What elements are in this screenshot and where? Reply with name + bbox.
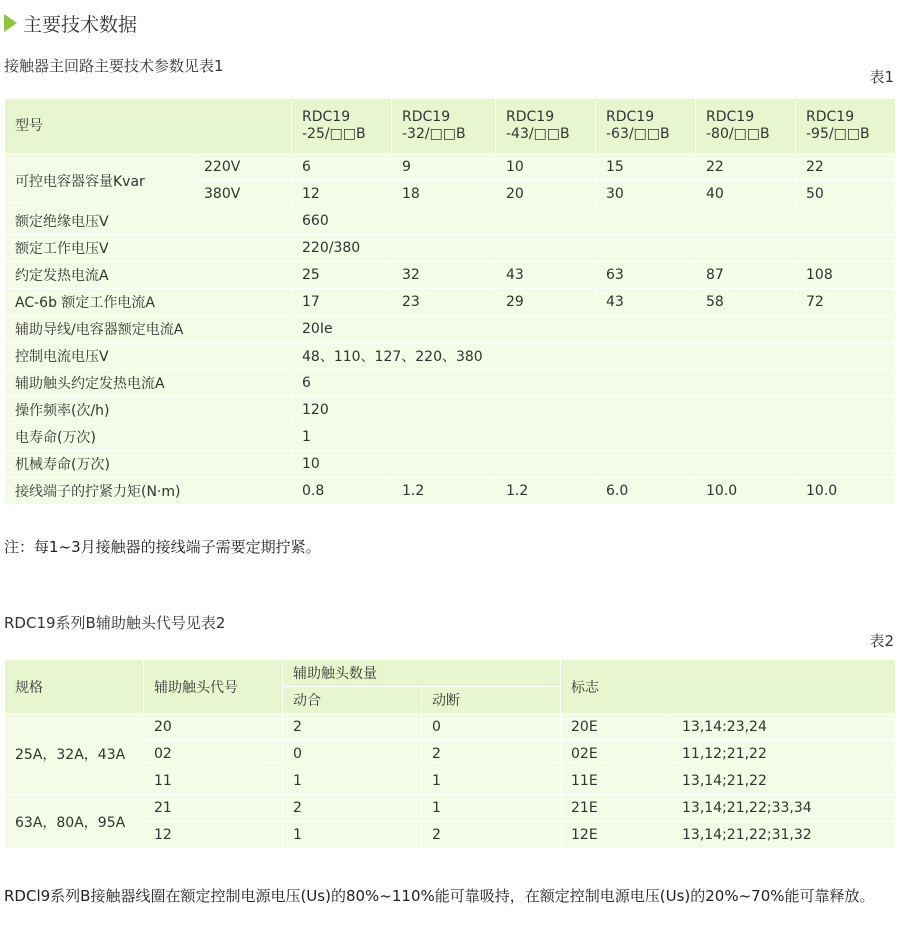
table1-main-parameters — [4, 98, 896, 505]
value-cell: 29 — [496, 289, 596, 316]
code-cell: 11 — [144, 768, 283, 795]
table2-header-row — [5, 660, 896, 687]
row-label: 额定工作电压V — [5, 235, 292, 262]
table2-caption: RDC19系列B辅助触头代号见表2 — [4, 614, 226, 632]
table-row — [5, 154, 896, 181]
table2-label: 表2 — [869, 632, 894, 650]
voltage-cell: 380V — [194, 181, 292, 208]
model-header: RDC19 -95/□□B — [796, 99, 896, 154]
break-cell: 0 — [422, 714, 561, 741]
value-cell: 10.0 — [796, 478, 896, 505]
make-header: 动合 — [283, 687, 422, 714]
make-cell: 2 — [283, 714, 422, 741]
table-row — [5, 451, 896, 478]
mark-cell: 11,12;21,22 — [672, 741, 896, 768]
table-row — [5, 478, 896, 505]
note-text: 注：每1~3月接触器的接线端子需要定期拧紧。 — [4, 538, 321, 556]
type-header: 型号 — [5, 99, 292, 154]
value-cell: 43 — [596, 289, 696, 316]
make-cell: 1 — [283, 768, 422, 795]
table-row — [5, 289, 896, 316]
table-row — [5, 316, 896, 343]
value-cell: 40 — [696, 181, 796, 208]
value-cell: 1.2 — [496, 478, 596, 505]
mark-code-cell: 02E — [561, 741, 672, 768]
value-cell: 220/380 — [292, 235, 896, 262]
voltage-cell: 220V — [194, 154, 292, 181]
model-header: RDC19 -43/□□B — [496, 99, 596, 154]
code-cell: 20 — [144, 714, 283, 741]
table-row — [5, 235, 896, 262]
row-label: 辅助导线/电容器额定电流A — [5, 316, 292, 343]
break-cell: 2 — [422, 741, 561, 768]
table2-aux-contacts — [4, 659, 896, 849]
mark-cell: 13,14;21,22 — [672, 768, 896, 795]
value-cell: 6.0 — [596, 478, 696, 505]
value-cell: 9 — [392, 154, 496, 181]
row-label: 操作频率(次/h) — [5, 397, 292, 424]
value-cell: 108 — [796, 262, 896, 289]
value-cell: 6 — [292, 370, 896, 397]
table1-caption: 接触器主回路主要技术参数见表1 — [4, 57, 224, 75]
mark-code-cell: 12E — [561, 822, 672, 849]
section-heading — [4, 8, 137, 38]
heading-text: 主要技术数据 — [23, 13, 138, 36]
row-label: AC-6b 额定工作电流A — [5, 289, 292, 316]
value-cell: 18 — [392, 181, 496, 208]
value-cell: 87 — [696, 262, 796, 289]
value-cell: 1 — [292, 424, 896, 451]
table-row — [5, 795, 896, 822]
qty-header: 辅助触头数量 — [283, 660, 561, 687]
model-header: RDC19 -80/□□B — [696, 99, 796, 154]
code-header: 辅助触头代号 — [144, 660, 283, 714]
table-row — [5, 714, 896, 741]
row-label: 额定绝缘电压V — [5, 208, 292, 235]
make-cell: 0 — [283, 741, 422, 768]
value-cell: 15 — [596, 154, 696, 181]
mark-header: 标志 — [561, 660, 896, 714]
table-row — [5, 424, 896, 451]
row-label: 电寿命(万次) — [5, 424, 292, 451]
mark-code-cell: 20E — [561, 714, 672, 741]
value-cell: 120 — [292, 397, 896, 424]
break-cell: 1 — [422, 768, 561, 795]
spec-header: 规格 — [5, 660, 144, 714]
break-cell: 2 — [422, 822, 561, 849]
spec-cell: 25A，32A，43A — [5, 714, 144, 795]
make-cell: 1 — [283, 822, 422, 849]
value-cell: 22 — [696, 154, 796, 181]
model-header: RDC19 -32/□□B — [392, 99, 496, 154]
value-cell: 660 — [292, 208, 896, 235]
value-cell: 72 — [796, 289, 896, 316]
value-cell: 63 — [596, 262, 696, 289]
value-cell: 58 — [696, 289, 796, 316]
value-cell: 25 — [292, 262, 392, 289]
make-cell: 2 — [283, 795, 422, 822]
value-cell: 30 — [596, 181, 696, 208]
value-cell: 6 — [292, 154, 392, 181]
row-label: 接线端子的拧紧力矩(N·m) — [5, 478, 292, 505]
code-cell: 21 — [144, 795, 283, 822]
model-header: RDC19 -63/□□B — [596, 99, 696, 154]
table-row — [5, 262, 896, 289]
table-row — [5, 370, 896, 397]
model-header: RDC19 -25/□□B — [292, 99, 392, 154]
value-cell: 1.2 — [392, 478, 496, 505]
mark-code-cell: 11E — [561, 768, 672, 795]
value-cell: 22 — [796, 154, 896, 181]
value-cell: 17 — [292, 289, 392, 316]
triangle-bullet-icon — [4, 14, 17, 32]
row-label: 控制电流电压V — [5, 343, 292, 370]
value-cell: 23 — [392, 289, 496, 316]
value-cell: 50 — [796, 181, 896, 208]
value-cell: 10 — [292, 451, 896, 478]
row-label: 机械寿命(万次) — [5, 451, 292, 478]
table1-label: 表1 — [869, 68, 894, 86]
table-row — [5, 343, 896, 370]
break-header: 动断 — [422, 687, 561, 714]
break-cell: 1 — [422, 795, 561, 822]
code-cell: 12 — [144, 822, 283, 849]
capacitor-label: 可控电容器容量Kvar — [5, 154, 194, 208]
table1-header-row — [5, 99, 896, 154]
table-row — [5, 208, 896, 235]
coil-note: RDCl9系列B接触器线圈在额定控制电源电压(Us)的80%~110%能可靠吸持，在额定控制电源电压(Us)的20%~70%能可靠释放。 — [4, 887, 875, 905]
mark-cell: 13,14;21,22;31,32 — [672, 822, 896, 849]
value-cell: 12 — [292, 181, 392, 208]
value-cell: 48、110、127、220、380 — [292, 343, 896, 370]
value-cell: 20Ie — [292, 316, 896, 343]
row-label: 约定发热电流A — [5, 262, 292, 289]
mark-cell: 13,14;21,22;33,34 — [672, 795, 896, 822]
table-row — [5, 397, 896, 424]
code-cell: 02 — [144, 741, 283, 768]
value-cell: 20 — [496, 181, 596, 208]
mark-code-cell: 21E — [561, 795, 672, 822]
value-cell: 32 — [392, 262, 496, 289]
spec-cell: 63A，80A，95A — [5, 795, 144, 849]
value-cell: 0.8 — [292, 478, 392, 505]
row-label: 辅助触头约定发热电流A — [5, 370, 292, 397]
mark-cell: 13,14:23,24 — [672, 714, 896, 741]
value-cell: 10.0 — [696, 478, 796, 505]
value-cell: 43 — [496, 262, 596, 289]
value-cell: 10 — [496, 154, 596, 181]
